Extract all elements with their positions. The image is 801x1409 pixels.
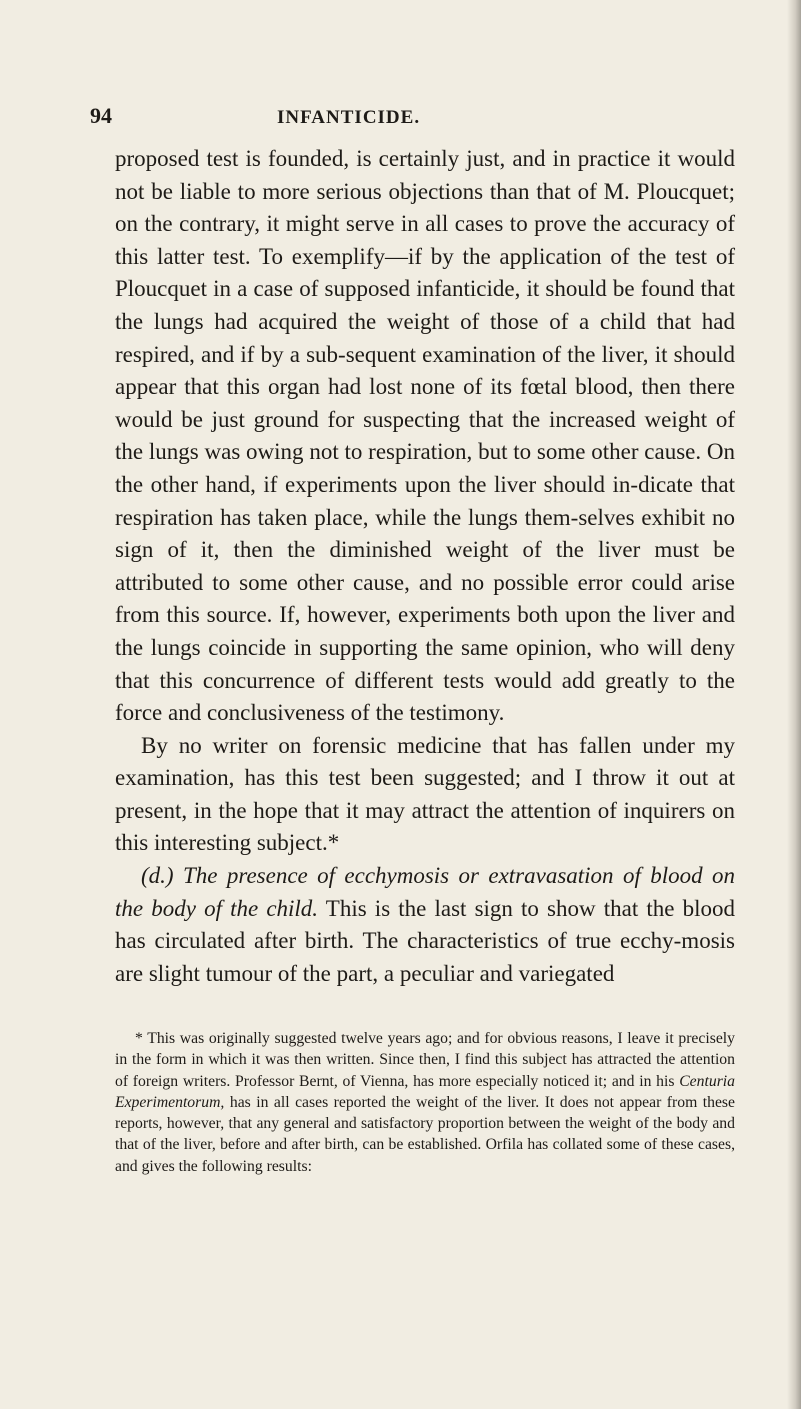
paragraph-2: By no writer on forensic medicine that has fallen under my examination, has this test been suggested; and I throw it out at present, in the hope that it may attract the attention of inquirers on this interesting subject.* <box>115 732 735 856</box>
paragraph-1: proposed test is founded, is certainly just, and in practice it would not be liable to more serious objections than that of M. Ploucquet; on the contrary, it might serve in all cases to prove the accuracy of this latter test. To exemplify—if by the application of the test of Ploucquet in a case of supposed infanticide, it should be found that the lungs had acquired the weight of those of a child that had respired, and if by a sub-sequent examination of the liver, it should appear that this organ had lost none of its fœtal blood, then there would be just ground for suspecting that the increased weight of the lungs was owing not to respiration, but to some other cause. On the other hand, if experiments upon the liver should in-dicate that respiration has taken place, while the lungs them-selves exhibit no sign of it, then the diminished weight of the liver must be attributed to some other cause, and no possible error could arise from this source. If, however, experiments both upon the liver and the lungs coincide in supporting the same opinion, who will deny that this concurrence of different tests would add greatly to the force and conclusiveness of the testimony. <box>115 146 735 726</box>
page-edge-shadow <box>787 0 801 1409</box>
paragraph-3 <box>115 860 735 990</box>
footnote-part-1: * This was originally suggested twelve years ago; and for obvious reasons, I leave it precisely in the form in which it was then written. Since then, I find this subject has attracted the attention of foreign writers. Professor Bernt, of Vienna, has more especially noticed it; and in his <box>115 1030 735 1090</box>
footnote-work-title: Centuria Experimentorum, <box>115 1072 735 1111</box>
footnote <box>115 1028 735 1177</box>
footnote-part-2: has in all cases reported the weight of the liver. It does not appear from these reports, however, that any general and satisfactory proportion between the weight of the body and that of the liver, before and after birth, can be established. Orfila has collated some of these cases, and gives the following results: <box>115 1093 736 1175</box>
running-head: INFANTICIDE. <box>277 107 421 128</box>
section-heading: The presence of ecchymosis or extravasation of blood on the body of the child. <box>115 863 736 921</box>
body-text <box>115 143 735 990</box>
paragraph-3-text: This is the last sign to show that the blood has circulated after birth. The characteristics of true ecchy-mosis are slight tumour of the part, a peculiar and variegated <box>115 895 735 986</box>
section-marker: (d.) <box>141 863 174 889</box>
page-number: 94 <box>90 103 112 128</box>
footnote-text <box>115 1028 735 1177</box>
page-header <box>90 103 740 133</box>
